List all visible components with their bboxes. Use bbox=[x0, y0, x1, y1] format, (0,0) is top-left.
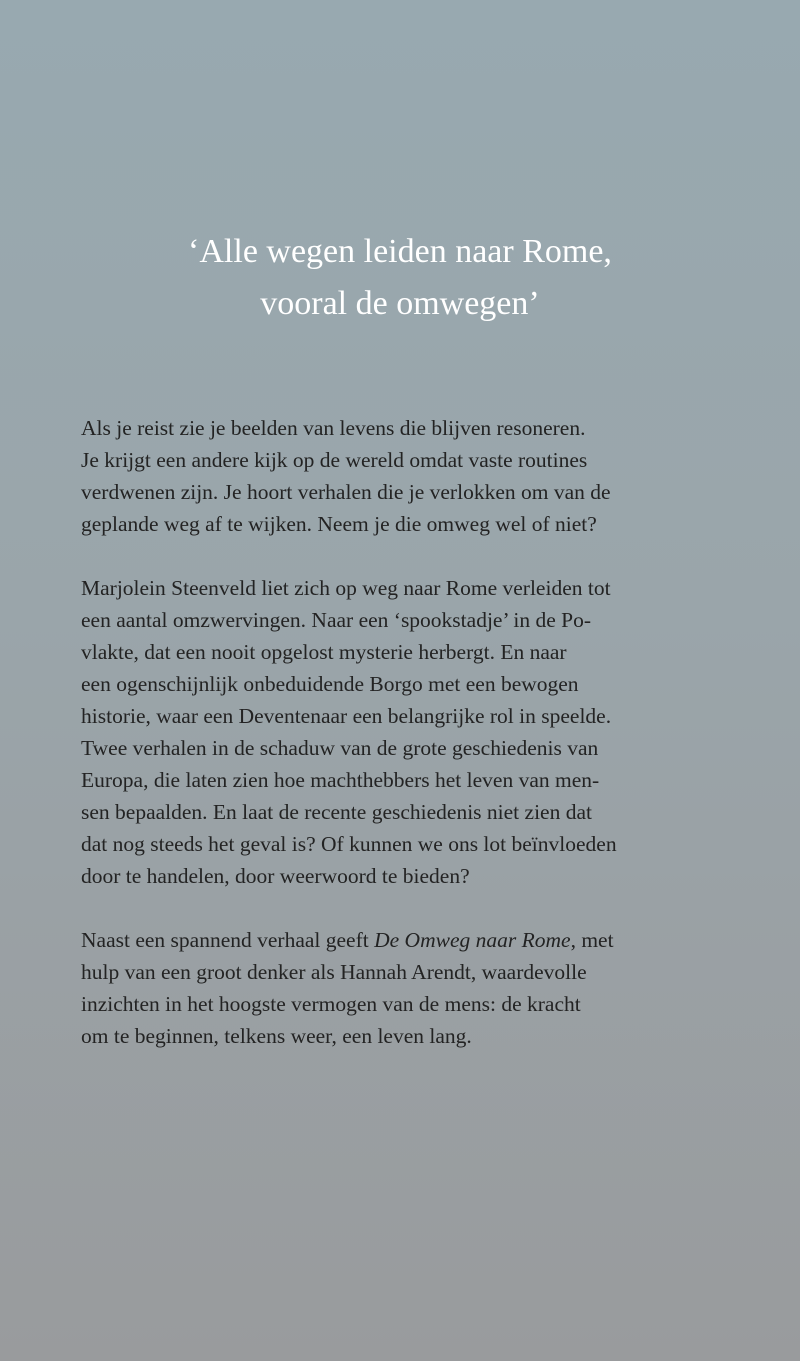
blurb-paragraph-1 bbox=[81, 412, 731, 540]
blurb-paragraph-2 bbox=[81, 572, 731, 892]
quote-line-1: ‘Alle wegen leiden naar Rome, bbox=[188, 233, 612, 270]
text-line bbox=[81, 924, 731, 956]
text-line: door te handelen, door weerwoord te bieden? bbox=[81, 864, 470, 888]
text-line: dat nog steeds het geval is? Of kunnen we ons lot beïnvloeden bbox=[81, 832, 617, 856]
text-line: sen bepaalden. En laat de recente geschiedenis niet zien dat bbox=[81, 800, 592, 824]
book-title: De Omweg naar Rome bbox=[374, 928, 571, 952]
text-segment: Naast een spannend verhaal geeft bbox=[81, 928, 375, 952]
text-line: geplande weg af te wijken. Neem je die omweg wel of niet? bbox=[81, 512, 597, 536]
quote-line-2: vooral de omwegen’ bbox=[260, 285, 540, 322]
text-line: vlakte, dat een nooit opgelost mysterie herbergt. En naar bbox=[81, 640, 567, 664]
blurb-text bbox=[81, 412, 731, 1084]
blurb-paragraph-3 bbox=[81, 924, 731, 1052]
text-line: Als je reist zie je beelden van levens die blijven resoneren. bbox=[81, 416, 586, 440]
text-segment: , met bbox=[570, 928, 614, 952]
text-line: inzichten in het hoogste vermogen van de mens: de kracht bbox=[81, 992, 581, 1016]
text-line: Twee verhalen in de schaduw van de grote geschiedenis van bbox=[81, 736, 599, 760]
text-line: een aantal omzwervingen. Naar een ‘spookstadje’ in de Po- bbox=[81, 608, 592, 632]
text-line: Je krijgt een andere kijk op de wereld omdat vaste routines bbox=[81, 448, 588, 472]
text-line: Marjolein Steenveld liet zich op weg naar Rome verleiden tot bbox=[81, 576, 611, 600]
text-line: hulp van een groot denker als Hannah Arendt, waardevolle bbox=[81, 960, 587, 984]
text-line: historie, waar een Deventenaar een belangrijke rol in speelde. bbox=[81, 704, 612, 728]
text-line: Europa, die laten zien hoe machthebbers het leven van men- bbox=[81, 768, 600, 792]
cover-quote bbox=[0, 226, 800, 330]
text-line: om te beginnen, telkens weer, een leven lang. bbox=[81, 1024, 472, 1048]
text-line: een ogenschijnlijk onbeduidende Borgo met een bewogen bbox=[81, 672, 579, 696]
text-line: verdwenen zijn. Je hoort verhalen die je verlokken om van de bbox=[81, 480, 611, 504]
